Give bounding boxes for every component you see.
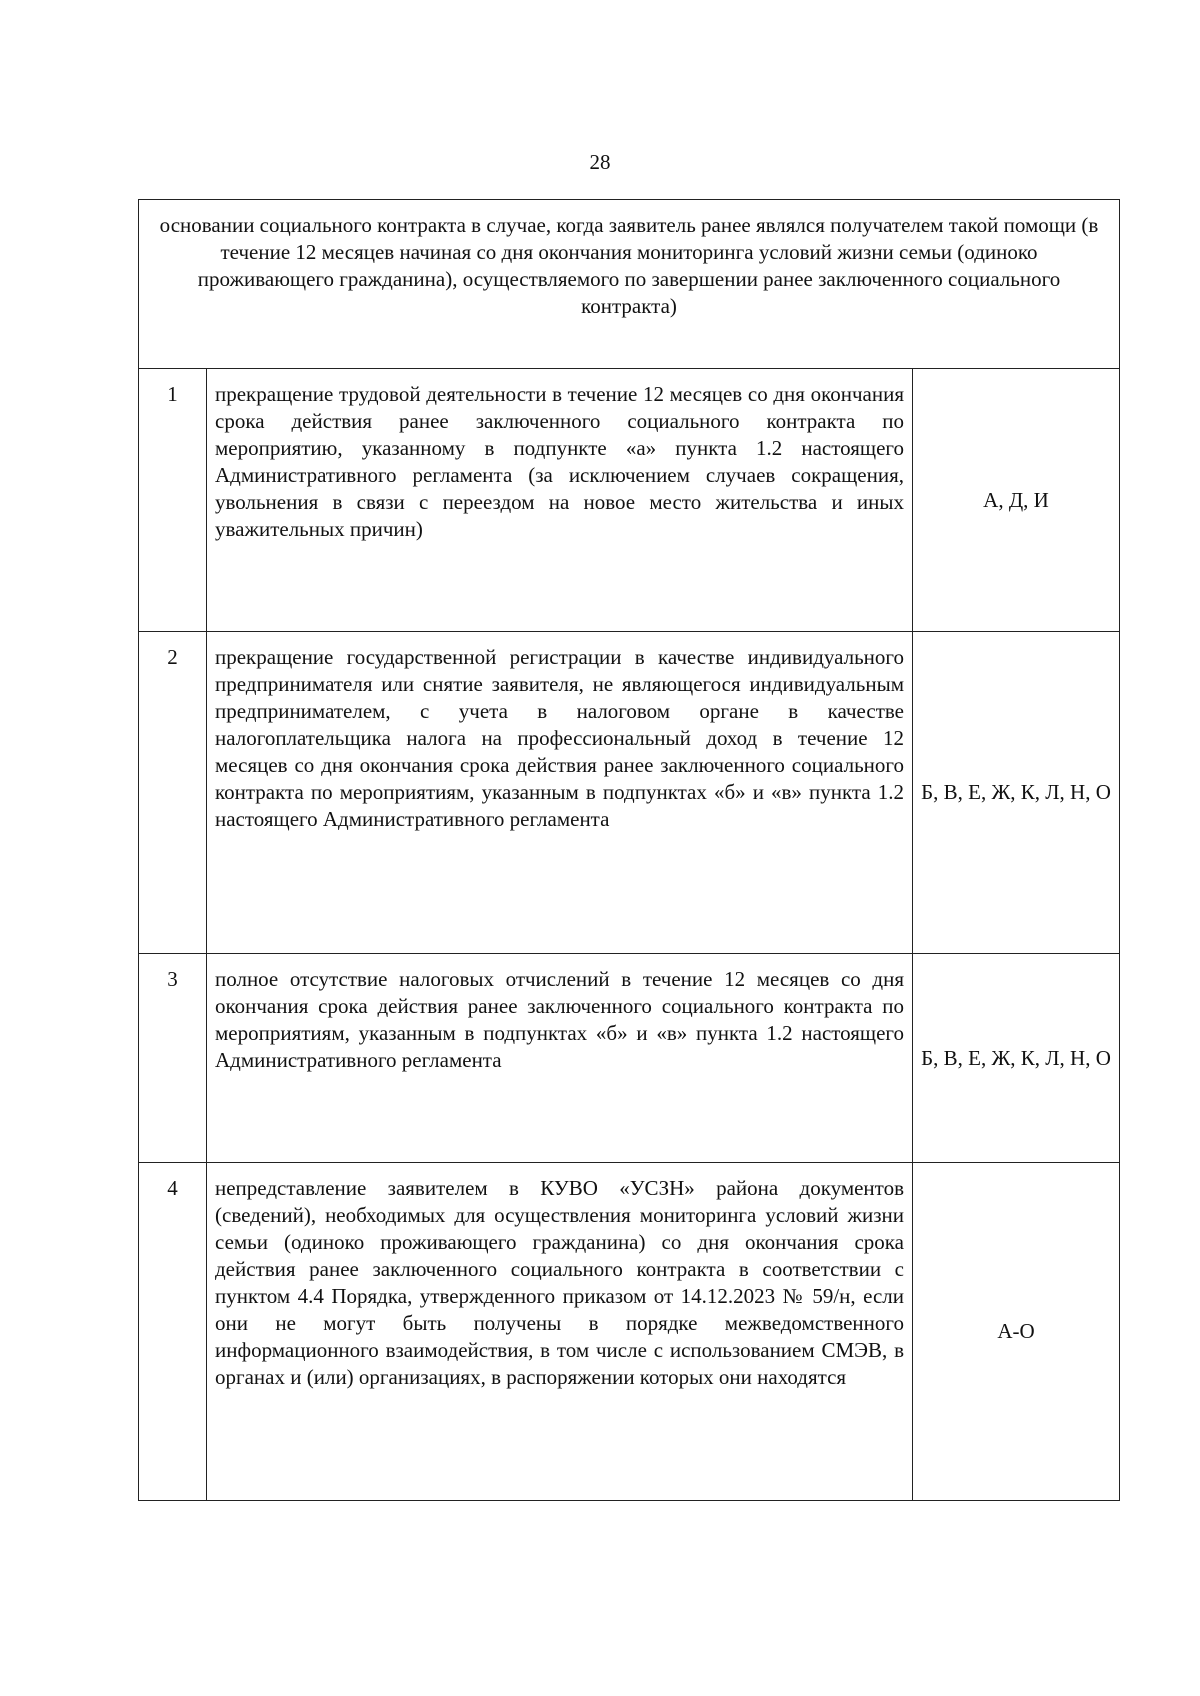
table-row: [139, 369, 1120, 632]
page-number: 28: [589, 150, 611, 174]
row-ground-text: прекращение трудовой деятельности в течение 12 месяцев со дня окончания срока действия ранее заключенного социального контракта по мероприятию, указанному в подпункте «а» пункта 1.2 настоящего Административного регламента (за исключением случаев сокращения, увольнения в связи с переездом на новое место жительства и иных уважительных причин): [207, 369, 913, 632]
row-ground-text: прекращение государственной регистрации в качестве индивидуального предпринимателя или снятие заявителя, не являющегося индивидуальным предпринимателем, с учета в налоговом органе в качестве налогоплательщика налога на профессиональный доход в течение 12 месяцев со дня окончания срока действия ранее заключенного социального контракта по мероприятиям, указанным в подпунктах «б» и «в» пункта 1.2 настоящего Административного регламента: [207, 632, 913, 954]
row-document-codes: Б, В, Е, Ж, К, Л, Н, О: [913, 954, 1120, 1163]
row-ground-text: полное отсутствие налоговых отчислений в течение 12 месяцев со дня окончания срока действия ранее заключенного социального контракта по мероприятиям, указанным в подпунктах «б» и «в» пункта 1.2 настоящего Административного регламента: [207, 954, 913, 1163]
grounds-table: [138, 199, 1120, 1501]
row-number: 1: [139, 369, 207, 632]
row-document-codes: А, Д, И: [913, 369, 1120, 632]
table-row: [139, 954, 1120, 1163]
table-header-row: [139, 200, 1120, 369]
row-number: 3: [139, 954, 207, 1163]
row-ground-text: непредставление заявителем в КУВО «УСЗН» района документов (сведений), необходимых для осуществления мониторинга условий жизни семьи (одиноко проживающего гражданина) со дня окончания срока действия ранее заключенного социального контракта в соответствии с пунктом 4.4 Порядка, утвержденного приказом от 14.12.2023 № 59/н, если они не могут быть получены в порядке межведомственного информационного взаимодействия, в том числе с использованием СМЭВ, в органах и (или) организациях, в распоряжении которых они находятся: [207, 1163, 913, 1501]
row-document-codes: Б, В, Е, Ж, К, Л, Н, О: [913, 632, 1120, 954]
table-row: [139, 632, 1120, 954]
table-row: [139, 1163, 1120, 1501]
row-number: 4: [139, 1163, 207, 1501]
table-header-text: основании социального контракта в случае, когда заявитель ранее являлся получателем такой помощи (в течение 12 месяцев начиная со дня окончания мониторинга условий жизни семьи (одиноко проживающего гражданина), осуществляемого по завершении ранее заключенного социального контракта): [139, 200, 1120, 369]
row-number: 2: [139, 632, 207, 954]
row-document-codes: А-О: [913, 1163, 1120, 1501]
